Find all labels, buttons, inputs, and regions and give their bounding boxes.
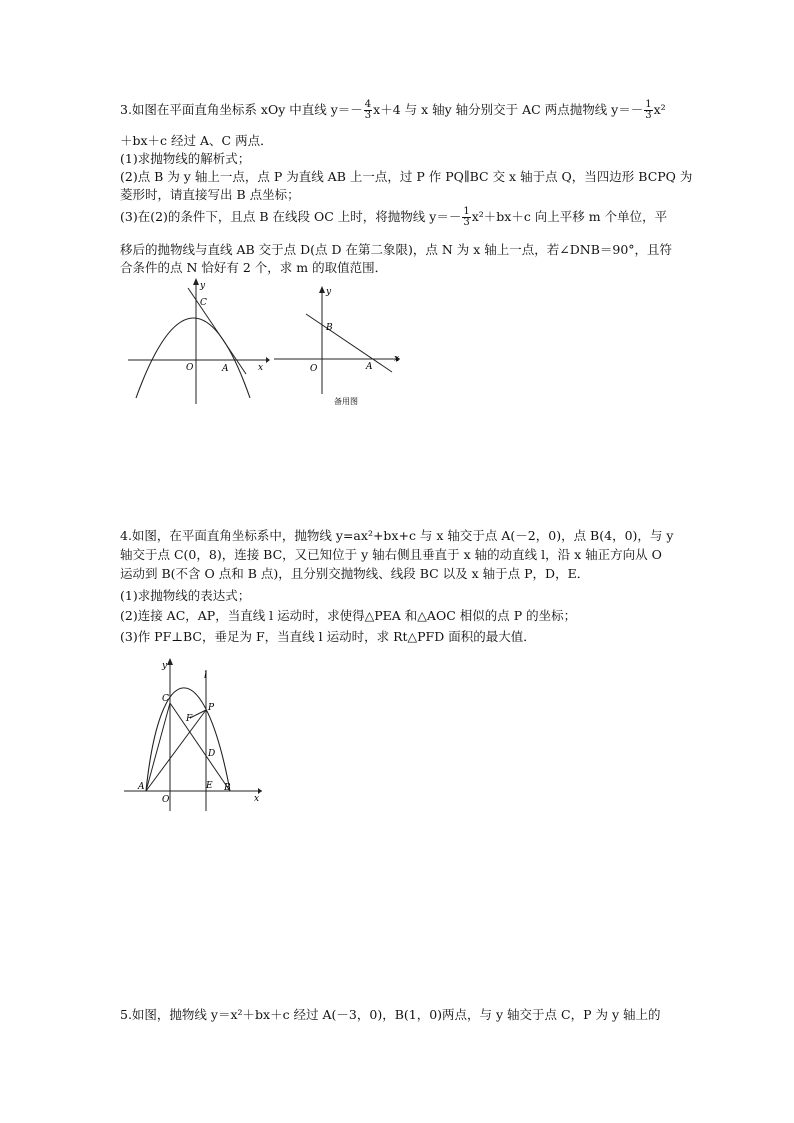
fig3-label-p: P bbox=[208, 703, 215, 713]
fig3-label-f: F bbox=[186, 714, 193, 724]
fig2-label-x: x bbox=[394, 354, 400, 364]
fig3-label-l: l bbox=[204, 671, 207, 681]
fig1-label-a: A bbox=[222, 364, 229, 374]
q4-line-2: 轴交于点 C(0，8)，连接 BC，又已知位于 y 轴右侧且垂直于 x 轴的动直线 l，沿 x 轴正方向从 O bbox=[120, 547, 662, 562]
fig3-label-y: y bbox=[162, 661, 168, 671]
fig3-label-d: D bbox=[208, 749, 216, 759]
q4-line-1: 4.如图，在平面直角坐标系中，抛物线 y=ax²+bx+c 与 x 轴交于点 A(－2，0)，点 B(4，0)，与 y bbox=[120, 528, 674, 543]
q3-line-1-a: 3.如图在平面直角坐标系 xOy 中直线 y＝－ bbox=[120, 102, 363, 117]
q3-line-3: (1)求抛物线的解析式； bbox=[120, 151, 251, 166]
fig1-label-x: x bbox=[258, 363, 264, 373]
q4-line-5: (2)连接 AC，AP，当直线 l 运动时，求使得△PEA 和△AOC 相似的点 P 的坐标； bbox=[120, 608, 577, 623]
q3-line-1-b: x＋4 与 x 轴y 轴分别交于 AC 两点抛物线 y＝－ bbox=[373, 102, 644, 117]
fig1-label-o: O bbox=[186, 363, 194, 373]
fig2-label-y: y bbox=[326, 287, 332, 297]
q3-line-4: (2)点 B 为 y 轴上一点，点 P 为直线 AB 上一点，过 P 作 PQ∥BC 交 x 轴于点 Q，当四边形 BCPQ 为 bbox=[120, 169, 693, 184]
fig3-label-o: O bbox=[162, 795, 170, 805]
q4-line-3: 运动到 B(不含 O 点和 B 点)，且分别交抛物线、线段 BC 以及 x 轴于点 P，D，E． bbox=[120, 566, 590, 581]
fig2-caption: 备用图 bbox=[334, 397, 358, 406]
q4-line-4: (1)求抛物线的表达式； bbox=[120, 588, 251, 603]
q3-line-7: 移后的抛物线与直线 AB 交于点 D(点 D 在第二象限)，点 N 为 x 轴上一点，若∠DNB＝90°，且符 bbox=[120, 242, 673, 257]
q3-line-6-a: (3)在(2)的条件下，且点 B 在线段 OC 上时，将抛物线 y＝－ bbox=[120, 209, 462, 224]
fig2-label-o: O bbox=[310, 364, 318, 374]
fig3-label-e: E bbox=[206, 781, 213, 791]
fig2-label-b: B bbox=[326, 323, 333, 333]
fig1-label-y: y bbox=[200, 281, 206, 291]
q3-line-6-b: x²＋bx＋c 向上平移 m 个单位，平 bbox=[471, 209, 668, 224]
q3-line-8: 合条件的点 N 恰好有 2 个，求 m 的取值范围． bbox=[120, 260, 388, 275]
q3-line-1-c: x² bbox=[653, 102, 666, 117]
q3-line-5: 菱形时，请直接写出 B 点坐标； bbox=[120, 187, 300, 202]
q3-fraction-1-3-b: $\frac{1}{3}$ bbox=[463, 206, 470, 228]
fig2-label-a: A bbox=[366, 362, 373, 372]
q3-line-2: ＋bx＋c 经过 A、C 两点． bbox=[120, 133, 273, 148]
q3-line-1 bbox=[120, 100, 666, 121]
q3-figure-parabola bbox=[128, 278, 270, 404]
fig1-label-c: C bbox=[200, 298, 207, 308]
fig3-label-a: A bbox=[138, 782, 145, 792]
q4-figure bbox=[124, 656, 269, 811]
q3-fraction-1-3: $\frac{1}{3}$ bbox=[645, 99, 652, 121]
q3-line-6 bbox=[120, 207, 667, 228]
q4-line-6: (3)作 PF⊥BC，垂足为 F，当直线 l 运动时，求 Rt△PFD 面积的最大值． bbox=[120, 629, 536, 644]
fig3-label-b: B bbox=[224, 783, 231, 793]
q3-fraction-4-3: $\frac{4}{3}$ bbox=[364, 99, 372, 121]
q5-line-1: 5.如图，抛物线 y＝x²＋bx＋c 经过 A(－3，0)，B(1，0)两点，与 y 轴交于点 C，P 为 y 轴上的 bbox=[120, 1007, 661, 1022]
fig3-label-x: x bbox=[254, 794, 260, 804]
q3-figure-backup bbox=[272, 284, 407, 410]
fig3-label-c: C bbox=[162, 694, 169, 704]
